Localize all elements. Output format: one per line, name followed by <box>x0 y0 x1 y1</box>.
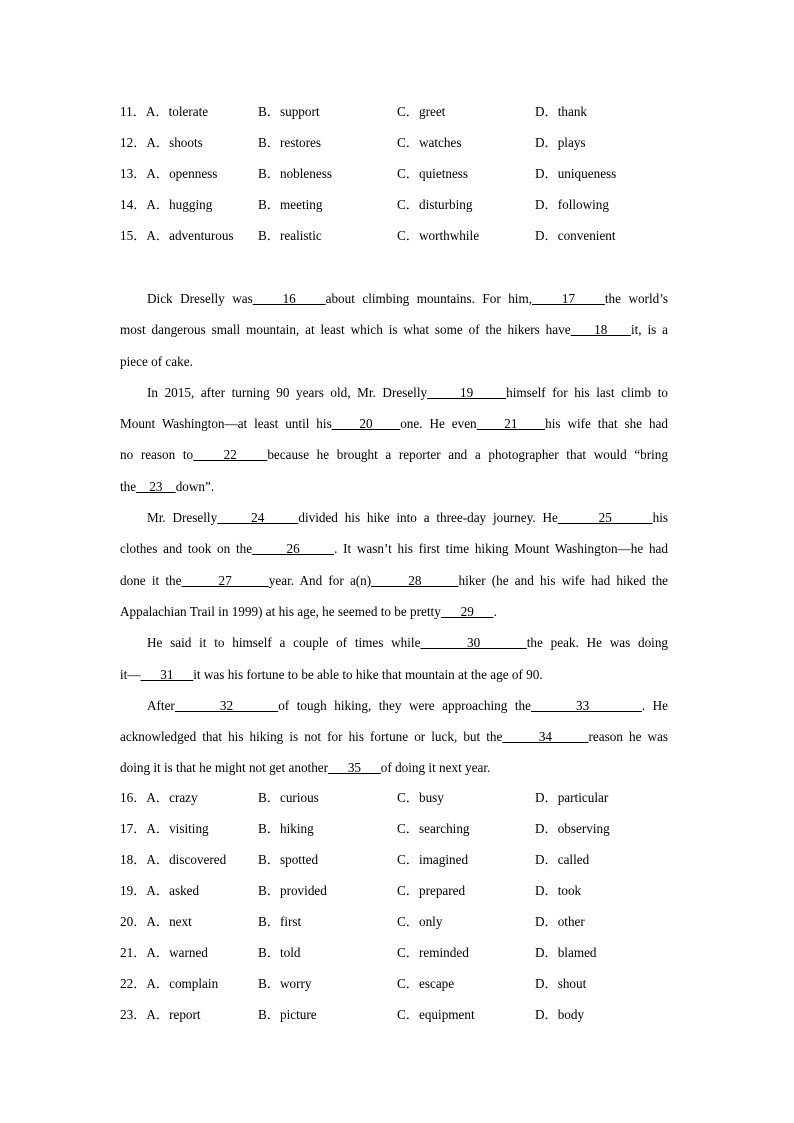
options-block-11-15 <box>120 96 680 251</box>
option-b: B．provided <box>258 883 327 899</box>
passage-line <box>120 752 668 783</box>
option-b: B．restores <box>258 135 321 151</box>
text: hiker (he and his wife had hiked the <box>458 572 669 588</box>
passage-line <box>120 283 668 314</box>
text: piece of cake. <box>120 353 193 369</box>
text: the <box>120 478 137 494</box>
text: of doing it next year. <box>380 760 491 776</box>
text: Mr. Dreselly <box>147 510 218 526</box>
question-number: 20． <box>120 914 147 930</box>
text: the world’s <box>604 291 669 306</box>
text: . He <box>641 697 669 713</box>
blank-27: 27 <box>181 572 269 588</box>
blank-19: 19 <box>427 384 507 400</box>
option-b: B．first <box>258 914 302 930</box>
text: the peak. He was doing <box>526 635 669 651</box>
text: . <box>493 603 497 619</box>
text: no reason to <box>120 447 194 463</box>
blank-29: 29 <box>440 603 494 619</box>
passage-line <box>120 439 668 470</box>
option-b: B．told <box>258 945 301 961</box>
passage-line <box>120 596 668 627</box>
question-row-16 <box>120 782 680 813</box>
text: clothes and took on the <box>120 541 253 557</box>
option-a: A．shoots <box>146 135 203 151</box>
option-d: D．blamed <box>535 945 597 961</box>
passage-line <box>120 533 668 564</box>
text: Appalachian Trail in 1999) at his age, he seemed to be pretty <box>120 603 441 619</box>
text: it, is a <box>630 322 669 338</box>
passage-line <box>120 377 668 408</box>
text: it— <box>120 666 141 682</box>
text: of tough hiking, they were approaching the <box>278 697 531 713</box>
question-number: 12． <box>120 135 147 151</box>
blank-16: 16 <box>252 291 326 306</box>
question-row-13 <box>120 158 680 189</box>
blank-24: 24 <box>217 510 299 526</box>
option-b: B．nobleness <box>258 166 332 182</box>
text: most dangerous small mountain, at least which is what some of the hikers have <box>120 322 571 338</box>
text: In 2015, after turning 90 years old, Mr. Dreselly <box>147 384 428 400</box>
text: reason he was <box>588 729 669 745</box>
text: After <box>147 697 175 713</box>
option-d: D．thank <box>535 104 588 119</box>
passage-line <box>120 659 668 690</box>
passage-line <box>120 690 668 721</box>
option-a: A．adventurous <box>146 228 234 244</box>
cloze-passage <box>120 283 668 784</box>
question-number: 16． <box>120 790 147 805</box>
option-a: A．warned <box>146 945 208 961</box>
option-a: A．next <box>146 914 192 930</box>
question-number: 22． <box>120 976 147 992</box>
blank-32: 32 <box>174 697 279 713</box>
question-row-17 <box>120 813 680 844</box>
option-a: A．complain <box>146 976 219 992</box>
option-b: B．realistic <box>258 228 322 244</box>
option-d: D．other <box>535 914 585 930</box>
blank-20: 20 <box>331 416 401 432</box>
blank-30: 30 <box>420 635 527 651</box>
text: doing it is that he might not get another <box>120 760 329 776</box>
blank-22: 22 <box>193 447 268 463</box>
option-a: A．visiting <box>146 821 209 837</box>
option-a: A．discovered <box>146 852 227 868</box>
option-c: C．searching <box>397 821 470 837</box>
option-a: A．tolerate <box>145 104 209 119</box>
question-row-21 <box>120 937 680 968</box>
text: done it the <box>120 572 182 588</box>
option-d: D．particular <box>535 790 609 805</box>
question-number: 23． <box>120 1007 147 1023</box>
options-block-16-23 <box>120 782 680 1030</box>
question-row-15 <box>120 220 680 251</box>
text: himself for his last climb to <box>506 384 668 400</box>
option-c: C．greet <box>397 104 446 119</box>
question-row-19 <box>120 875 680 906</box>
option-c: C．disturbing <box>397 197 473 213</box>
blank-26: 26 <box>252 541 335 557</box>
option-a: A．crazy <box>146 790 198 805</box>
blank-34: 34 <box>502 729 589 745</box>
text: about climbing mountains. For him, <box>325 291 533 306</box>
option-d: D．shout <box>535 976 587 992</box>
question-number: 15． <box>120 228 147 244</box>
text: his wife that she had <box>545 416 669 432</box>
passage-line <box>120 721 668 752</box>
option-c: C．watches <box>397 135 462 151</box>
option-a: A．openness <box>146 166 218 182</box>
option-b: B．spotted <box>258 852 319 868</box>
text: . It wasn’t his first time hiking Mount Washington—he had <box>334 541 669 557</box>
question-row-12 <box>120 127 680 158</box>
option-a: A．report <box>146 1007 201 1023</box>
option-c: C．reminded <box>397 945 469 961</box>
blank-28: 28 <box>371 572 459 588</box>
blank-33: 33 <box>530 697 642 713</box>
question-row-20 <box>120 906 680 937</box>
blank-25: 25 <box>557 510 653 526</box>
option-c: C．equipment <box>397 1007 475 1023</box>
passage-line <box>120 565 668 596</box>
option-c: C．imagined <box>397 852 469 868</box>
passage-line <box>120 314 668 345</box>
text: divided his hike into a three-day journey. He <box>298 510 558 526</box>
text: year. And for a(n) <box>268 572 372 588</box>
option-c: C．escape <box>397 976 455 992</box>
blank-17: 17 <box>532 291 605 306</box>
option-b: B．meeting <box>258 197 323 213</box>
passage-line <box>120 627 668 658</box>
option-c: C．worthwhile <box>397 228 480 244</box>
option-d: D．convenient <box>535 228 616 244</box>
option-d: D．body <box>535 1007 585 1023</box>
text: because he brought a reporter and a photographer that would “bring <box>267 447 668 463</box>
text: one. He even <box>400 416 477 432</box>
option-d: D．plays <box>535 135 586 151</box>
option-b: B．worry <box>258 976 312 992</box>
question-number: 11． <box>120 104 146 119</box>
option-a: A．hugging <box>146 197 213 213</box>
passage-line <box>120 408 668 439</box>
blank-18: 18 <box>570 322 631 338</box>
option-a: A．asked <box>146 883 200 899</box>
question-row-11 <box>120 96 680 127</box>
text: it was his fortune to be able to hike that mountain at the age of 90. <box>193 666 543 682</box>
passage-line <box>120 471 668 502</box>
text: acknowledged that his hiking is not for his fortune or luck, but the <box>120 729 503 745</box>
question-number: 18． <box>120 852 147 868</box>
option-d: D．following <box>535 197 609 213</box>
blank-21: 21 <box>476 416 546 432</box>
question-row-22 <box>120 968 680 999</box>
option-b: B．picture <box>258 1007 317 1023</box>
question-row-18 <box>120 844 680 875</box>
question-number: 14． <box>120 197 147 213</box>
text: his <box>652 510 668 526</box>
option-b: B．support <box>258 104 320 119</box>
option-b: B．curious <box>258 790 319 805</box>
text: Dick Dreselly was <box>147 291 253 306</box>
blank-31: 31 <box>140 666 194 682</box>
question-number: 19． <box>120 883 147 899</box>
blank-35: 35 <box>328 760 381 776</box>
text: down”. <box>175 478 215 494</box>
question-number: 17． <box>120 821 147 837</box>
option-c: C．prepared <box>397 883 466 899</box>
option-b: B．hiking <box>258 821 314 837</box>
option-d: D．uniqueness <box>535 166 617 182</box>
text: Mount Washington—at least until his <box>120 416 332 432</box>
question-number: 21． <box>120 945 147 961</box>
option-d: D．called <box>535 852 590 868</box>
question-row-23 <box>120 999 680 1030</box>
option-c: C．only <box>397 914 443 930</box>
option-d: D．observing <box>535 821 610 837</box>
option-c: C．quietness <box>397 166 469 182</box>
blank-23: 23 <box>136 478 176 494</box>
question-number: 13． <box>120 166 147 182</box>
option-c: C．busy <box>397 790 444 805</box>
option-d: D．took <box>535 883 582 899</box>
question-row-14 <box>120 189 680 220</box>
passage-line <box>120 346 668 377</box>
passage-line <box>120 502 668 533</box>
text: He said it to himself a couple of times while <box>147 635 421 651</box>
